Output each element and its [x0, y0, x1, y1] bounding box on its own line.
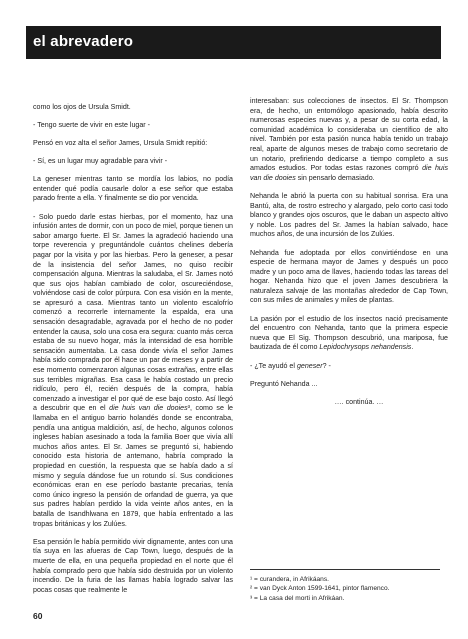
paragraph: La pasión por el estudio de los insectos nació precisamente del encuentro con Nehanda, tanto que la primera especie nueva que El Sig. Thompson descubrió, una mariposa, fue bautizada de él como Lepidochrysops nehandensis. — [250, 314, 448, 352]
paragraph: - Sí, es un lugar muy agradable para vivir - — [33, 156, 168, 165]
footnote: ³ = La casa del morti in Afrikáan. — [250, 594, 345, 602]
paragraph: como los ojos de Ursula Smidt. — [33, 103, 131, 111]
section-title: el abrevadero — [33, 33, 134, 50]
paragraph: - Tengo suerte de vivir en este lugar - — [33, 120, 150, 129]
footnotes — [250, 575, 450, 603]
paragraph: Nehanda fue adoptada por ellos convirtiéndose en una especie de hermana mayor de James y después un poco madre y un poco ama de llaves, haciendo todas las tareas del hogar. Nehanda hizo que el joven James descubriera la naturaleza salvaje de las montañas alrededor de Cap Town, con sus miles de animales y miles de plantas. — [250, 248, 448, 305]
paragraph: interesaban: sus colecciones de insectos. El Sr. Thompson era, de hecho, un entomólogo apasionado, había descrito numerosas especies nuevas y, a pesar de su corta edad, la comunidad académica lo consideraba un científico de alto nivel. También por esta pasión nunca había tenido un trabajo real, aparte de algunos meses de trabajo como secretario de un notario, prefiriendo dedicarse a tiempo completo a sus amados estudios. Por todas estas razones compró die huis van die dooies sin pensarlo demasiado. — [250, 97, 448, 182]
left-column — [33, 103, 233, 604]
continue-label: …. continúa. … — [334, 398, 384, 406]
paragraph: Preguntó Nehanda ... — [250, 379, 318, 388]
footnote: ¹ = curandera, in Afrikáans. — [250, 576, 329, 583]
italic-term: geneser — [296, 361, 323, 370]
header-bar — [26, 26, 441, 59]
footnote: ² = van Dyck Anton 1599-1641, pintor flamenco. — [250, 585, 390, 593]
paragraph: Nehanda le abrió la puerta con su habitual sonrisa. Era una Bantú, alta, de rostro estrecho y alargado, pelo corto casi todo blanco y grandes ojos oscuros, que le daban un aspecto altivo y noble. Los padres del Sr. James la habían salvado, hace muchos años, de una incursión de los Zulúes. — [250, 191, 448, 239]
right-column — [250, 97, 448, 416]
paragraph: - ¿Te ayudó el geneser? - — [250, 361, 331, 370]
paragraph: Esa pensión le había permitido vivir dignamente, antes con una tía suya en las afueras de Cap Town, luego, después de la muerte de ella, en una pequeña propiedad en el norte que él había comprado pero que había sido destruida por un violento incendio. De la furia de las llamas había logrado salvar las pocas cosas que realmente le — [33, 537, 233, 594]
paragraph: La geneser mientras tanto se mordía los labios, no podía entender qué podía causarle dolor a ese señor que estaba parado frente a ella. Y finalmente se dio por vencida. — [33, 175, 233, 203]
paragraph: - Solo puedo darle estas hierbas, por el momento, haz una infusión antes de dormir, con un poco de miel, porque tienen un sabor amargo fuerte. El Sr. James la agradeció haciendo una torpe reverencia y preguntándole cuántos chelines debería pagar por la visita y por las hierbas. Pero la geneser, a pesar de la insistencia del señor James, no quiso recibir compensación alguna. Mientras la saludaba, el Sr. James notó que sus ojos habían cambiado de color, oscureciéndose, volviéndose casi de color púrpura. Con esa visión en la mente, se apresuró a casa. Mientras tanto un violento escalofrío comenzó a recorrerle internamente la espalda, era una sensación desagradable, agravada por el hecho de no poder entender la causa, solo una cosa era segura: cuanto más cerca estaba de su nuevo hogar, más la intensidad de esa horrible sensación aumentaba. La casa donde vivía el señor James había sido comprada por él hace un par de meses y a partir de ese momento comenzaron algunas cosas extrañas, entre ellas sus terribles migrañas. Esa casa le había costado un precio ridículo, pero él, recién después de la compra, había comenzado a investigar el por qué de ese bajo costo. Así llegó a descubrir que en el die huis van die dooies³, como se le llamaba en el antiguo barrio holandés donde se encontraba, pendía una antigua maldición, así, de hecho, algunos colonos ingleses habían asesinado a toda la familia Boer que vivía allí muchos años antes. El Sr. James se preguntó si, habiendo conocido esta historia de antemano, habría comprado la propiedad en cuestión, la respuesta que se había dado a sí mismo y seguía dándose fue un rotundo sí. Sus condiciones económicas eran en ese período bastante precarias, tenía como único ingreso la pensión de orfandad de guerra, ya que sus padres habían perdido la vida veinte años antes, en la batalla de Isandhlwana en 1879, que había enfrentado a las tropas británicas y los Zulúes. — [33, 212, 233, 528]
species-name: Lepidochrysops nehandensis — [319, 343, 412, 352]
footnote-divider — [250, 569, 440, 570]
italic-term: die huis van die dooies — [250, 164, 448, 182]
page-number: 60 — [33, 611, 43, 621]
paragraph: Pensó en voz alta el señor James, Ursula Smidt repitió: — [33, 138, 208, 147]
italic-term: die huis van die dooies — [109, 404, 188, 413]
